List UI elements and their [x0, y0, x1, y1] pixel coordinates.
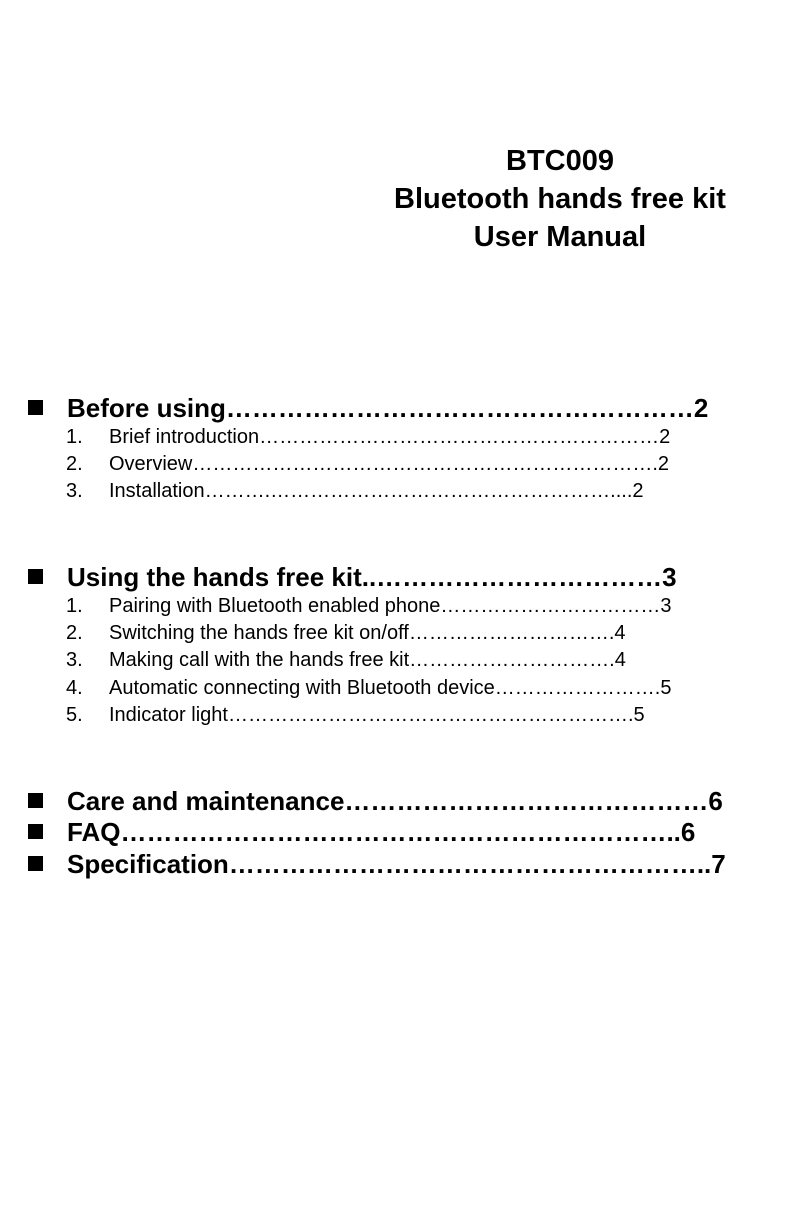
- toc-item-text: Indicator light…………………………………………………….5: [109, 704, 645, 726]
- toc-item-text: Automatic connecting with Bluetooth device…………………….5: [109, 677, 672, 699]
- toc-item: [66, 675, 786, 701]
- toc-item-text: Pairing with Bluetooth enabled phone……………………………3: [109, 595, 672, 617]
- square-bullet-icon: [28, 856, 43, 871]
- toc-section-using-kit: [28, 561, 788, 593]
- toc-section-care: [28, 785, 788, 817]
- toc-item: [66, 620, 786, 646]
- toc-item: [66, 647, 786, 673]
- document-type: User Manual: [473, 221, 647, 253]
- toc-item-text: Switching the hands free kit on/off………………………….4: [109, 622, 626, 644]
- toc-item-text: Making call with the hands free kit………………………….4: [109, 649, 626, 671]
- toc-item: [66, 702, 786, 728]
- toc-section-faq: [28, 816, 788, 848]
- toc-item-number: 2.: [66, 453, 83, 475]
- product-name: Bluetooth hands free kit: [394, 183, 726, 215]
- toc-heading: Using the hands free kit..……………………………3: [67, 562, 677, 592]
- toc-item-text: Brief introduction……………………………………………………2: [109, 426, 671, 448]
- toc-section-specification: [28, 848, 788, 880]
- toc-item: [66, 424, 786, 450]
- toc-item: [66, 451, 786, 477]
- toc-item-number: 3.: [66, 480, 83, 502]
- model-number: BTC009: [506, 145, 614, 177]
- toc-item-number: 4.: [66, 677, 83, 699]
- toc-item-number: 2.: [66, 622, 83, 644]
- toc-heading: Specification………………………………………………..7: [67, 849, 726, 879]
- toc-section-before-using: [28, 392, 788, 424]
- toc-item-number: 5.: [66, 704, 83, 726]
- square-bullet-icon: [28, 793, 43, 808]
- toc-heading: Before using………………………………………………2: [67, 393, 709, 423]
- toc-heading: Care and maintenance……………………………………6: [67, 786, 723, 816]
- square-bullet-icon: [28, 569, 43, 584]
- square-bullet-icon: [28, 824, 43, 839]
- toc-item-text: Overview…………………………………………………………….2: [109, 453, 670, 475]
- toc-heading: FAQ………………………………………………………..6: [67, 817, 696, 847]
- toc-item-number: 1.: [66, 595, 83, 617]
- document-title: [310, 142, 808, 256]
- toc-item: [66, 478, 786, 504]
- toc-item: [66, 593, 786, 619]
- toc-item-number: 1.: [66, 426, 83, 448]
- toc-item-text: Installation……….……………………………………………....2: [109, 480, 644, 502]
- square-bullet-icon: [28, 400, 43, 415]
- toc-item-number: 3.: [66, 649, 83, 671]
